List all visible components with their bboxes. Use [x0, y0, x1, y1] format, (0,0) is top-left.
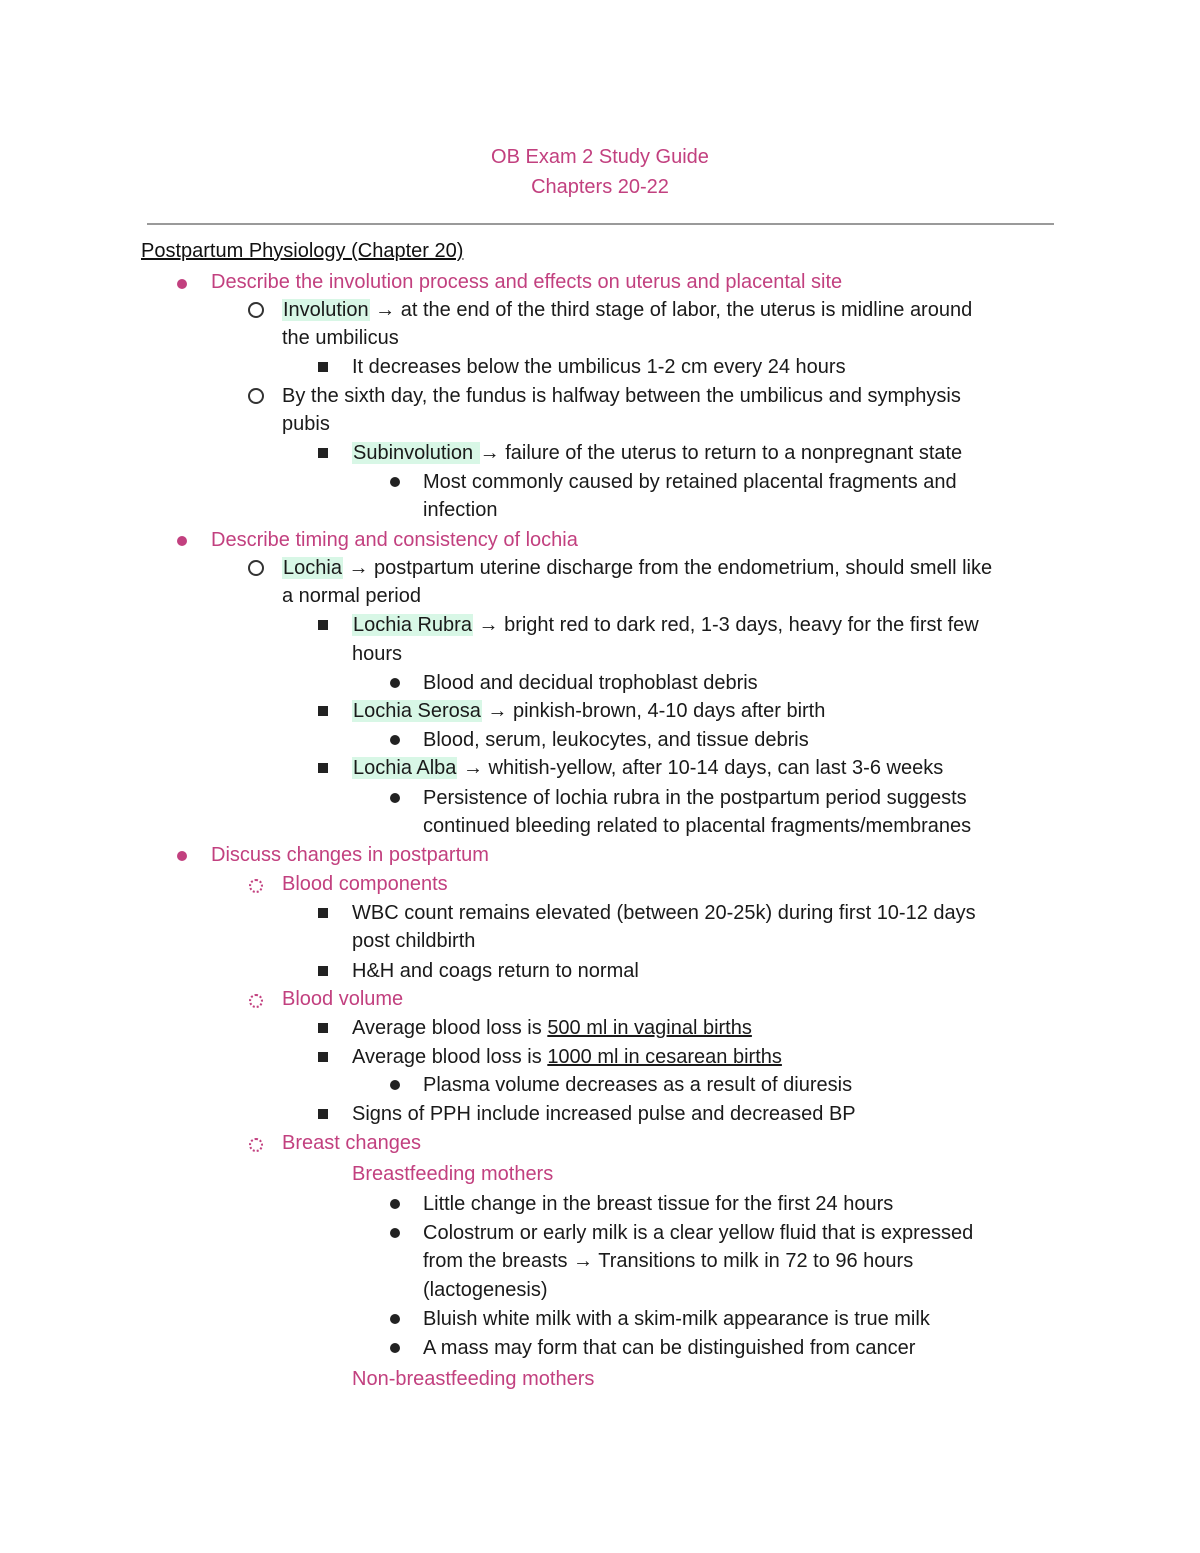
list-item: Blood and decidual trophoblast debris [423, 672, 758, 694]
list-item: H&H and coags return to normal [352, 960, 639, 982]
item-text: → failure of the uterus to return to a nonpregnant state [479, 442, 963, 464]
bullet-dot-icon [177, 536, 187, 546]
bullet-square-icon [318, 620, 328, 630]
list-item: WBC count remains elevated (between 20-25k) during first 10-12 days [352, 902, 976, 924]
bullet-circle-icon [248, 302, 264, 318]
bullet-square-icon [318, 763, 328, 773]
list-item: It decreases below the umbilicus 1-2 cm every 24 hours [352, 356, 846, 378]
item-text: → pinkish-brown, 4-10 days after birth [481, 700, 826, 722]
bullet-dot-icon [390, 1228, 400, 1238]
highlighted-term: Involution [283, 299, 369, 321]
list-item: By the sixth day, the fundus is halfway between the umbilicus and symphysis [282, 385, 961, 407]
topic-heading: Discuss changes in postpartum [211, 844, 489, 866]
item-text: → bright red to dark red, 1-3 days, heavy for the first few [472, 614, 979, 636]
list-item [352, 699, 825, 723]
list-item: Plasma volume decreases as a result of diuresis [423, 1074, 853, 1096]
item-text: → postpartum uterine discharge from the endometrium, should smell like [342, 557, 993, 579]
bullet-dot-icon [390, 1080, 400, 1090]
list-item-continuation: pubis [282, 413, 330, 435]
subtopic-heading: Blood components [282, 873, 448, 895]
underlined-text: 500 ml in vaginal births [547, 1017, 752, 1039]
subsection-heading: Breastfeeding mothers [352, 1163, 554, 1185]
topic-heading: Describe timing and consistency of lochia [211, 529, 578, 551]
bullet-square-icon [318, 1052, 328, 1062]
list-item: A mass may form that can be distinguished from cancer [423, 1337, 916, 1359]
list-item: Little change in the breast tissue for the first 24 hours [423, 1193, 894, 1215]
list-item [352, 441, 962, 465]
list-item: Colostrum or early milk is a clear yellow fluid that is expressed [423, 1222, 974, 1244]
list-item-continuation: the umbilicus [282, 327, 399, 349]
bullet-circle-icon [249, 879, 263, 893]
bullet-circle-icon [248, 388, 264, 404]
list-item [352, 756, 943, 780]
list-item-continuation: from the breasts → Transitions to milk in 72 to 96 hours [423, 1250, 914, 1272]
highlighted-term: Lochia [283, 557, 342, 579]
bullet-square-icon [318, 908, 328, 918]
bullet-dot-icon [390, 793, 400, 803]
list-item: Most commonly caused by retained placental fragments and [423, 471, 957, 493]
horizontal-rule [147, 223, 1054, 225]
list-item [282, 556, 992, 580]
list-item: Signs of PPH include increased pulse and decreased BP [352, 1103, 856, 1125]
subtopic-heading: Blood volume [282, 988, 404, 1010]
item-text: Average blood loss is [352, 1046, 548, 1068]
list-item-continuation: continued bleeding related to placental fragments/membranes [423, 815, 972, 837]
list-item-continuation: a normal period [282, 585, 421, 607]
document-title: OB Exam 2 Study Guide [491, 146, 709, 168]
list-item: Blood, serum, leukocytes, and tissue debris [423, 729, 809, 751]
item-text: → at the end of the third stage of labor, the uterus is midline around [369, 299, 973, 321]
bullet-dot-icon [390, 1343, 400, 1353]
bullet-circle-icon [248, 560, 264, 576]
list-item-continuation: post childbirth [352, 930, 476, 952]
bullet-circle-icon [249, 1138, 263, 1152]
list-item [352, 613, 979, 637]
bullet-square-icon [318, 362, 328, 372]
highlighted-term: Lochia Alba [353, 757, 457, 779]
list-item-continuation: infection [423, 499, 498, 521]
item-text: Average blood loss is [352, 1017, 548, 1039]
bullet-dot-icon [177, 851, 187, 861]
highlighted-term: Subinvolution [353, 442, 479, 464]
bullet-square-icon [318, 1109, 328, 1119]
bullet-square-icon [318, 448, 328, 458]
list-item-continuation: (lactogenesis) [423, 1279, 548, 1301]
bullet-dot-icon [390, 1199, 400, 1209]
bullet-square-icon [318, 1023, 328, 1033]
underlined-text: 1000 ml in cesarean births [547, 1046, 782, 1068]
list-item-continuation: hours [352, 643, 403, 665]
list-item: Persistence of lochia rubra in the postpartum period suggests [423, 787, 967, 809]
bullet-dot-icon [177, 279, 187, 289]
bullet-square-icon [318, 966, 328, 976]
list-item [352, 1016, 752, 1040]
item-text: → whitish-yellow, after 10-14 days, can last 3-6 weeks [457, 757, 944, 779]
bullet-dot-icon [390, 678, 400, 688]
list-item: Bluish white milk with a skim-milk appearance is true milk [423, 1308, 930, 1330]
bullet-dot-icon [390, 1314, 400, 1324]
topic-heading: Describe the involution process and effects on uterus and placental site [211, 271, 843, 293]
list-item [352, 1045, 782, 1069]
highlighted-term: Lochia Rubra [353, 614, 472, 636]
subtopic-heading: Breast changes [282, 1132, 421, 1154]
bullet-circle-icon [249, 994, 263, 1008]
bullet-dot-icon [390, 477, 400, 487]
document-subtitle: Chapters 20-22 [531, 176, 669, 198]
highlighted-term: Lochia Serosa [353, 700, 481, 722]
list-item [282, 298, 972, 322]
bullet-dot-icon [390, 735, 400, 745]
bullet-square-icon [318, 706, 328, 716]
section-heading: Postpartum Physiology (Chapter 20) [141, 240, 464, 262]
subsection-heading: Non-breastfeeding mothers [352, 1368, 595, 1390]
